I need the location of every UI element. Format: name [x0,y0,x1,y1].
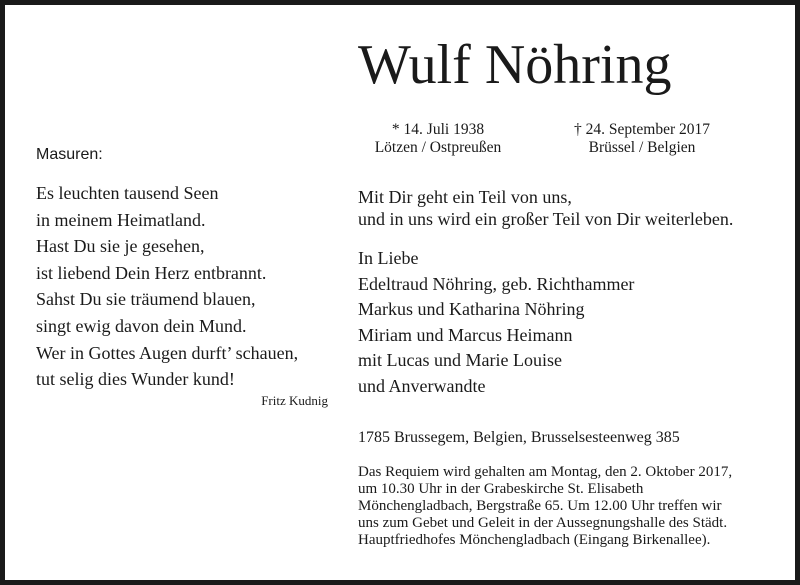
poem-heading: Masuren: [36,146,103,163]
motto-line: Mit Dir geht ein Teil von uns, [358,187,572,207]
mourners-list [358,246,634,400]
service-line: um 10.30 Uhr in der Grabeskirche St. Elisabeth [358,481,644,497]
service-line: Das Requiem wird gehalten am Montag, den 2. Oktober 2017, [358,464,733,480]
death-date: † 24. September 2017 [573,121,711,138]
poem [36,180,298,393]
family-address: 1785 Brussegem, Belgien, Brusselsesteenweg 385 [358,429,680,446]
mourner-line: Edeltraud Nöhring, geb. Richthammer [358,273,635,294]
poem-line: singt ewig davon dein Mund. [36,315,247,336]
death-place: Brüssel / Belgien [588,139,696,156]
deceased-name: Wulf Nöhring [358,34,672,96]
poem-line: Wer in Gottes Augen durft’ schauen, [36,342,299,363]
poem-line: Es leuchten tausend Seen [36,183,219,203]
mourner-line: mit Lucas und Marie Louise [358,350,562,371]
death-info [558,121,726,157]
motto [358,186,733,230]
poem-line: in meinem Heimatland. [36,209,206,230]
mourner-line: Miriam und Marcus Heimann [358,324,573,345]
mourner-line: und Anverwandte [358,375,486,396]
mourner-line: Markus und Katharina Nöhring [358,299,585,320]
motto-line: und in uns wird ein großer Teil von Dir weiterleben. [358,209,734,229]
poem-line: Sahst Du sie träumend blauen, [36,289,256,310]
service-line: uns zum Gebet und Geleit in der Aussegnungshalle des Städt. [358,515,728,531]
birth-place: Lötzen / Ostpreußen [374,139,502,156]
poem-author: Fritz Kudnig [261,393,328,408]
poem-line: Hast Du sie je gesehen, [36,236,205,257]
service-line: Hauptfriedhofes Mönchengladbach (Eingang Birkenallee). [358,532,711,548]
birth-info [358,121,518,157]
service-info [358,464,732,549]
poem-line: ist liebend Dein Herz entbrannt. [36,262,267,283]
mourner-line: In Liebe [358,248,419,268]
service-line: Mönchengladbach, Bergstraße 65. Um 12.00 Uhr treffen wir [358,498,722,514]
birth-date: * 14. Juli 1938 [391,121,485,138]
poem-line: tut selig dies Wunder kund! [36,369,235,390]
